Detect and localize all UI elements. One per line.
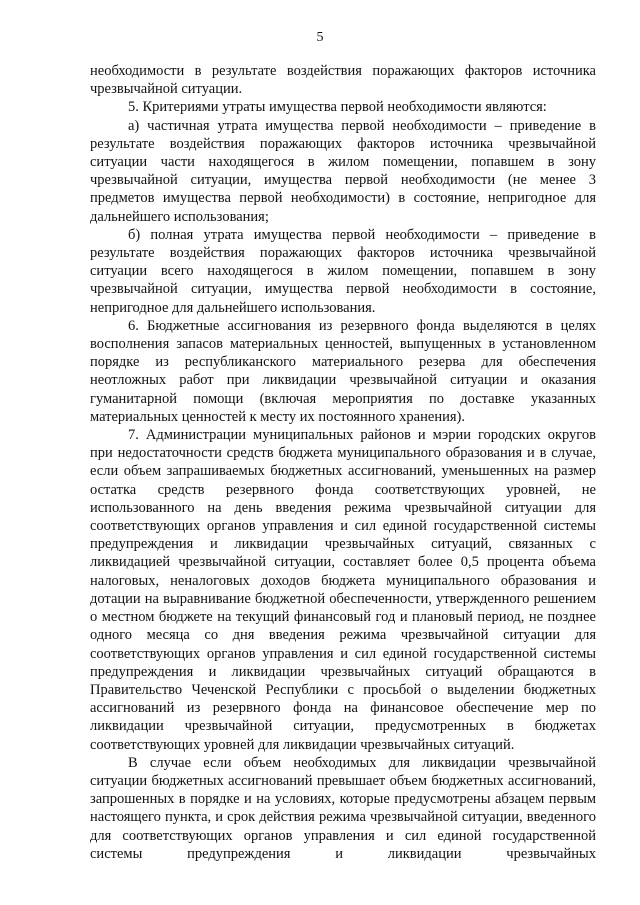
document-body [90, 62, 596, 863]
page-number: 5 [316, 30, 324, 45]
paragraph-continuation: необходимости в результате воздействия поражающих факторов источника чрезвычайной ситуации. [90, 63, 596, 98]
paragraph-item-5a: а) частичная утрата имущества первой необходимости – приведение в результате воздействия поражающих факторов источника чрезвычайной ситуации части находящегося в жилом помещении, попавшем в зону чрезвычайной ситуации, имущества первой необходимости (не менее 3 предметов имущества первой необходимости) в состояние, непригодное для дальнейшего использования; [90, 117, 596, 225]
paragraph-item-6: 6. Бюджетные ассигнования из резервного фонда выделяются в целях восполнения запасов материальных ценностей, выпущенных в установленном порядке из республиканского материального резерва для обеспечения неотложных работ при ликвидации чрезвычайной ситуации и оказания гуманитарной помощи (включая мероприятия по доставке указанных материальных ценностей к месту их постоянного хранения). [90, 317, 596, 425]
paragraph-item-7: 7. Администрации муниципальных районов и мэрии городских округов при недостаточности средств бюджета муниципального образования и в случае, если объем запрашиваемых бюджетных ассигнований, уменьшенных на размер остатка средств резервного фонда соответствующих уровней, не использованного на день введения режима чрезвычайной ситуации для соответствующих органов управления и сил единой государственной системы предупреждения и ликвидации чрезвычайных ситуаций, связанных с ликвидацией чрезвычайной ситуации, составляет более 0,5 процента объема налоговых, неналоговых доходов бюджета муниципального образования и дотации на выравнивание бюджетной обеспеченности, утвержденного решением о местном бюджете на текущий финансовый год и плановый период, не позднее одного месяца со дня введения режима чрезвычайной ситуации для соответствующих органов управления и сил единой государственной системы предупреждения и ликвидации чрезвычайных ситуаций обращаются в Правительство Чеченской Республики с просьбой о выделении бюджетных ассигнований из резервного фонда на финансовое обеспечение мер по ликвидации чрезвычайной ситуации, предусмотренных в бюджетах соответствующих уровней для ликвидации чрезвычайных ситуаций. [90, 427, 596, 753]
paragraph-item-5: 5. Критериями утраты имущества первой необходимости являются: [128, 99, 547, 116]
paragraph-item-7-second: В случае если объем необходимых для ликвидации чрезвычайной ситуации бюджетных ассигнований превышает объем бюджетных ассигнований, запрошенных в порядке и на условиях, которые предусмотрены абзацем первым настоящего пункта, и срок действия режима чрезвычайной ситуации, введенного для соответствующих органов управления и сил единой государственной системы предупреждения и ликвидации чрезвычайных [90, 754, 596, 862]
paragraph-item-5b: б) полная утрата имущества первой необходимости – приведение в результате воздействия поражающих факторов источника чрезвычайной ситуации всего находящегося в жилом помещении, попавшем в зону чрезвычайной ситуации, имущества первой необходимости в состояние, непригодное для дальнейшего использования. [90, 226, 596, 316]
